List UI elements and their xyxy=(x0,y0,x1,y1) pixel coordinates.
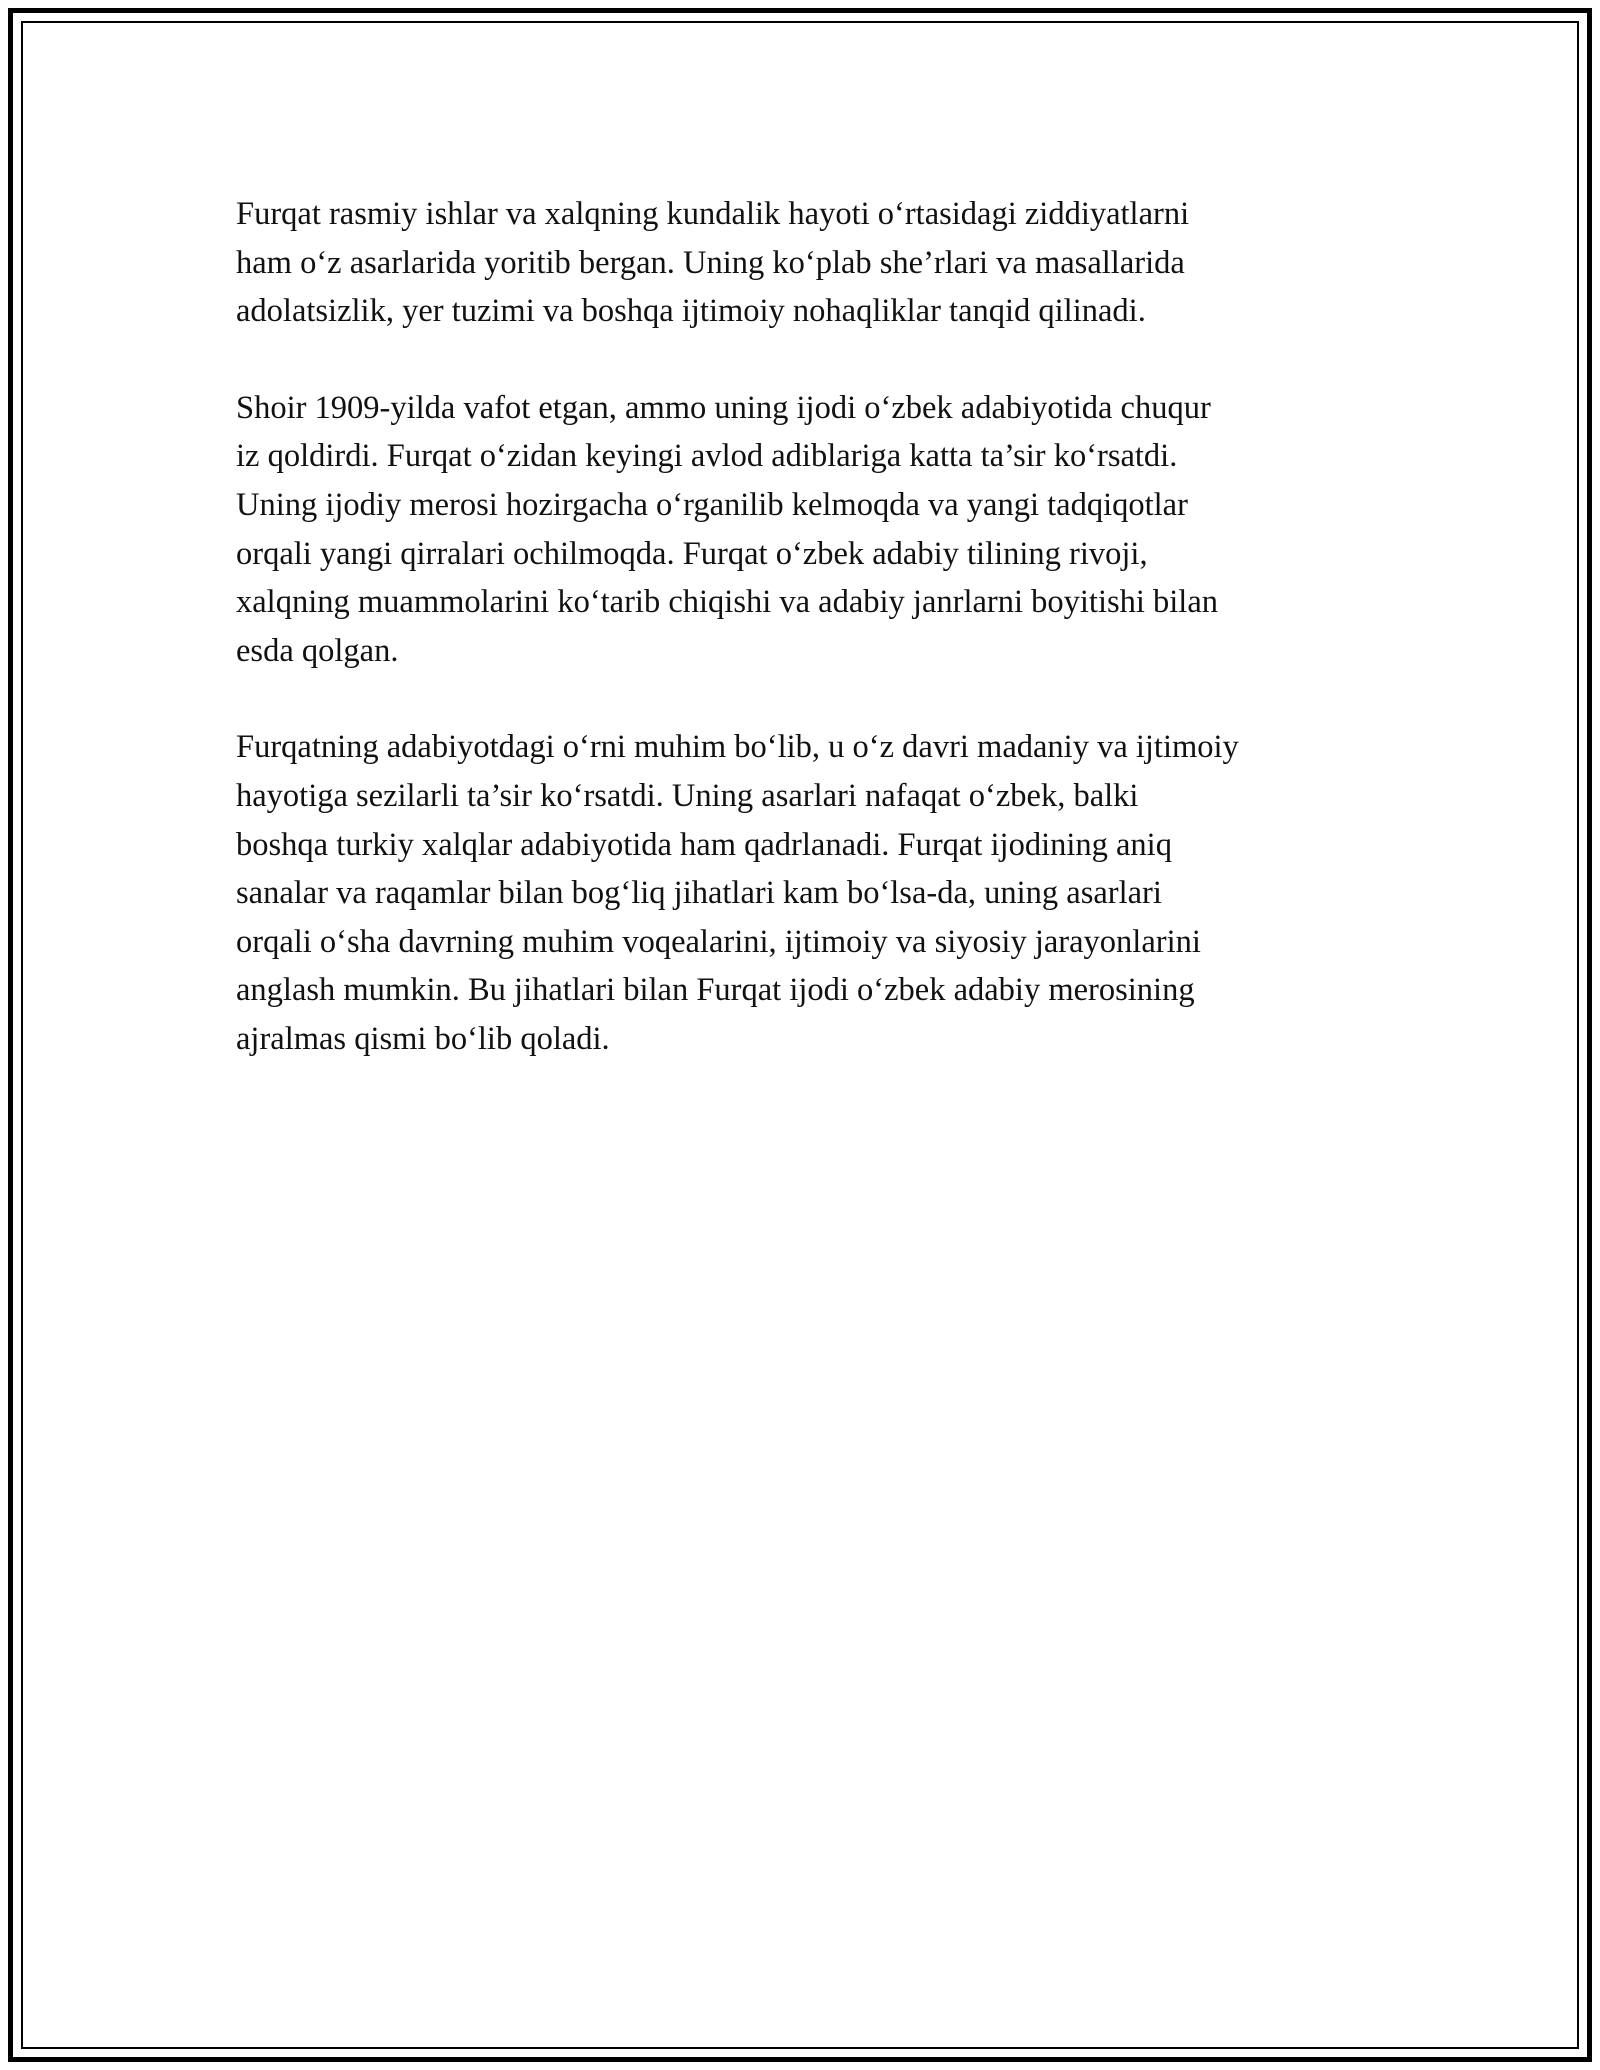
document-body xyxy=(236,190,1376,1112)
paragraph-2: Shoir 1909-yilda vafot etgan, ammo uning ijodi o‘zbek adabiyotida chuqur iz qoldirdi. Furqat o‘zidan keyingi avlod adiblariga katta ta’sir ko‘rsatdi. Uning ijodiy merosi hozirgacha o‘rganilib kelmoqda va yangi tadqiqotlar orqali yangi qirralari ochilmoqda. Furqat o‘zbek adabiy tilining rivoji, xalqning muammolarini ko‘tarib chiqishi va adabiy janrlarni boyitishi bilan esda qolgan. xyxy=(236,389,1219,669)
paragraph-1: Furqat rasmiy ishlar va xalqning kundalik hayoti o‘rtasidagi ziddiyatlarni ham o‘z asarlarida yoritib bergan. Uning ko‘plab she’rlari va masallarida adolatsizlik, yer tuzimi va boshqa ijtimoiy nohaqliklar tanqid qilinadi. xyxy=(236,196,1190,330)
paragraph-3: Furqatning adabiyotdagi o‘rni muhim bo‘lib, u o‘z davri madaniy va ijtimoiy hayotiga sezilarli ta’sir ko‘rsatdi. Uning asarlari nafaqat o‘zbek, balki boshqa turkiy xalqlar adabiyotida ham qadrlanadi. Furqat ijodining aniq sanalar va raqamlar bilan bog‘liq jihatlari kam bo‘lsa-da, uning asarlari orqali o‘sha davrning muhim voqealarini, ijtimoiy va siyosiy jarayonlarini anglash mumkin. Bu jihatlari bilan Furqat ijodi o‘zbek adabiy merosining ajralmas qismi bo‘lib qoladi. xyxy=(236,729,1239,1057)
